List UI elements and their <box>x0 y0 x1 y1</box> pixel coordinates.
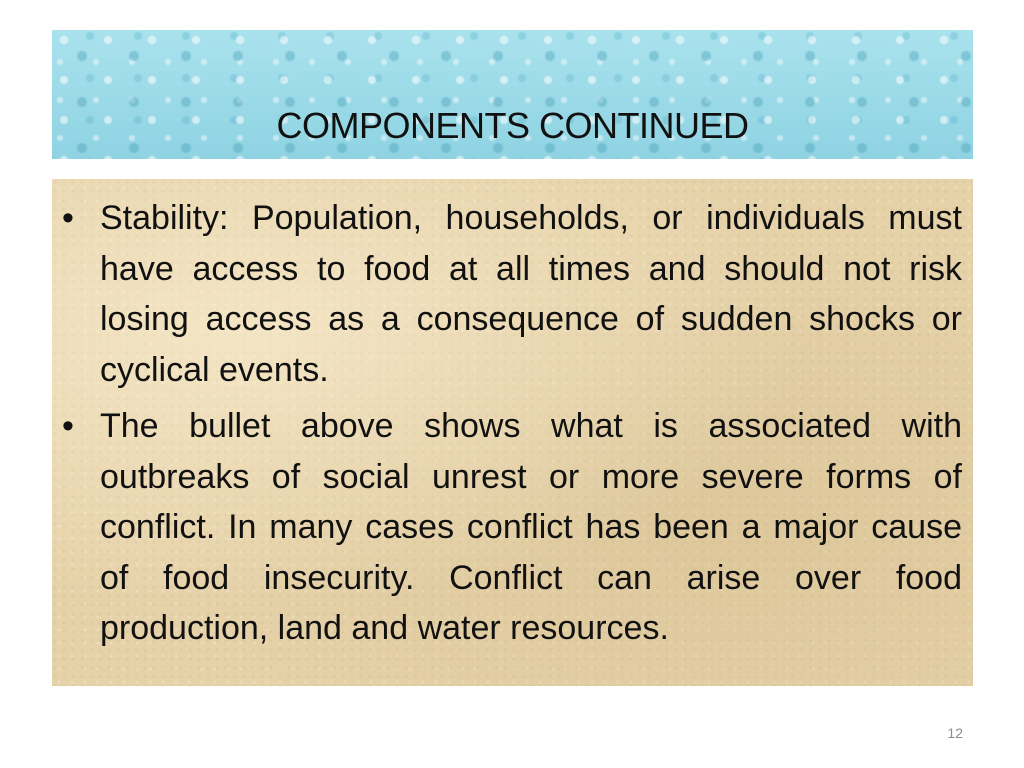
bullet-text: The bullet above shows what is associated with outbreaks of social unrest or more severe forms of conflict. In many cases conflict has been a major cause of food insecurity. Conflict can arise over food production, land and water resources. <box>100 407 962 647</box>
slide-title: COMPONENTS CONTINUED <box>276 105 749 146</box>
bullet-item-conflict <box>62 401 962 654</box>
bullet-item-stability <box>62 193 962 395</box>
bullet-text: Stability: Population, households, or individuals must have access to food at all times and should not risk losing access as a consequence of sudden shocks or cyclical events. <box>100 199 962 389</box>
bullet-icon: • <box>62 407 74 445</box>
title-banner <box>52 30 973 159</box>
bullet-list <box>62 193 962 660</box>
page-number: 12 <box>947 725 963 741</box>
content-panel <box>52 179 973 686</box>
bullet-icon: • <box>62 199 74 237</box>
